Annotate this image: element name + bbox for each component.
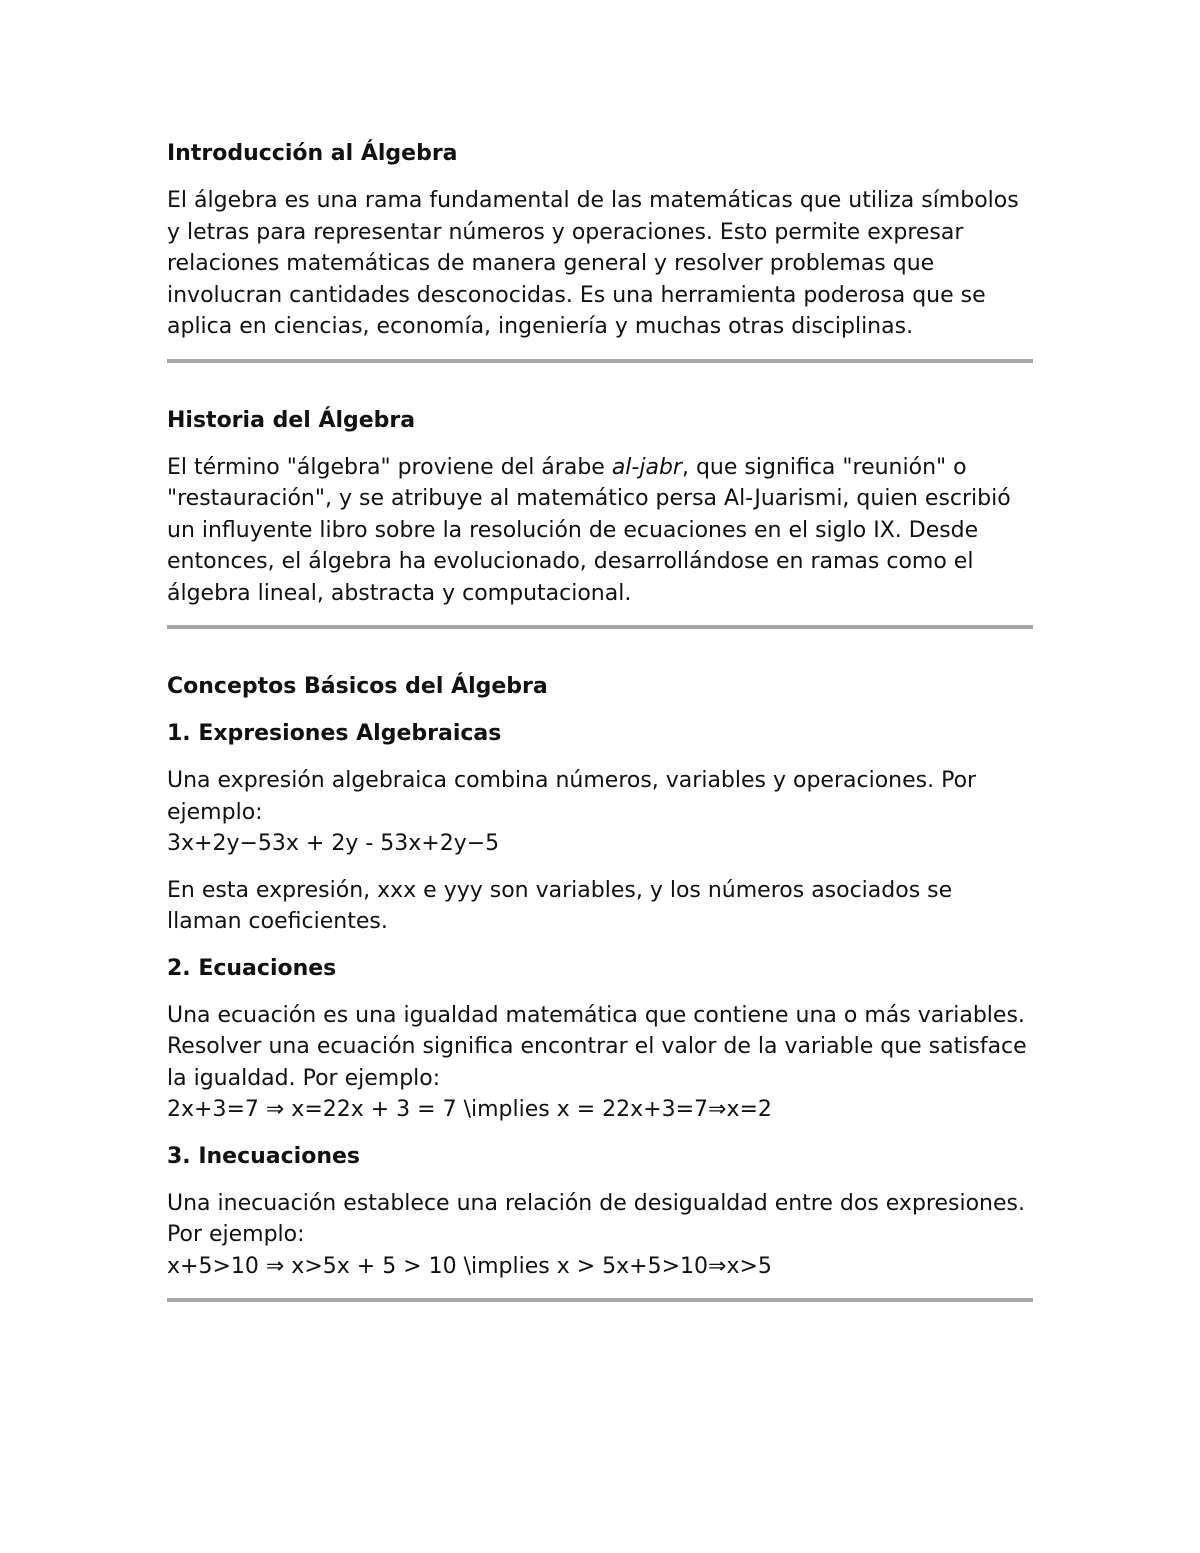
- intro-section: [167, 138, 1033, 343]
- equations-example: 2x+3=7 ⇒ x=22x + 3 = 7 \implies x = 22x+3=7⇒x=2: [167, 1097, 772, 1122]
- concepts-section: [167, 671, 1033, 1282]
- equations-intro: Una ecuación es una igualdad matemática que contiene una o más variables. Resolver una ecuación significa encontrar el valor de la variable que satisface la igualdad. Por ejemplo:: [167, 1002, 1027, 1091]
- expressions-note: En esta expresión, xxx e yyy son variables, y los números asociados se llaman coeficientes.: [167, 877, 953, 934]
- history-text-before: El término "álgebra" proviene del árabe: [167, 454, 612, 480]
- history-term: al-jabr: [611, 454, 682, 480]
- history-text-after: , que significa "reunión" o "restauración", y se atribuye al matemático persa Al-Juarismi, quien escribió un influyente libro sobre la resolución de ecuaciones en el siglo IX. Desde entonces, el álgebra ha evolucionado, desarrollándose en ramas como el álgebra lineal, abstracta y computacional.: [167, 454, 1011, 606]
- concepts-title: Conceptos Básicos del Álgebra: [167, 674, 548, 699]
- expressions-heading: 1. Expresiones Algebraicas: [167, 721, 502, 746]
- inequalities-intro: Una inecuación establece una relación de desigualdad entre dos expresiones. Por ejemplo:: [167, 1190, 1025, 1247]
- history-section: [167, 405, 1033, 610]
- section-divider: [167, 1298, 1033, 1302]
- inequalities-example: x+5>10 ⇒ x>5x + 5 > 10 \implies x > 5x+5>10⇒x>5: [167, 1253, 772, 1279]
- document-page: [167, 134, 1033, 1302]
- intro-paragraph: El álgebra es una rama fundamental de las matemáticas que utiliza símbolos y letras para representar números y operaciones. Esto permite expresar relaciones matemáticas de manera general y resolver problemas que involucran cantidades desconocidas. Es una herramienta poderosa que se aplica en ciencias, economía, ingeniería y muchas otras disciplinas.: [167, 188, 1019, 339]
- expressions-intro: Una expresión algebraica combina números, variables y operaciones. Por ejemplo:: [167, 768, 977, 825]
- history-paragraph: [167, 452, 1033, 610]
- inequalities-heading: 3. Inecuaciones: [167, 1143, 361, 1169]
- section-divider: [167, 359, 1033, 363]
- section-divider: [167, 625, 1033, 629]
- equations-heading: 2. Ecuaciones: [167, 955, 337, 981]
- expressions-example: 3x+2y−53x + 2y - 53x+2y−5: [167, 831, 500, 856]
- history-title: Historia del Álgebra: [167, 407, 416, 433]
- intro-title: Introducción al Álgebra: [167, 141, 458, 166]
